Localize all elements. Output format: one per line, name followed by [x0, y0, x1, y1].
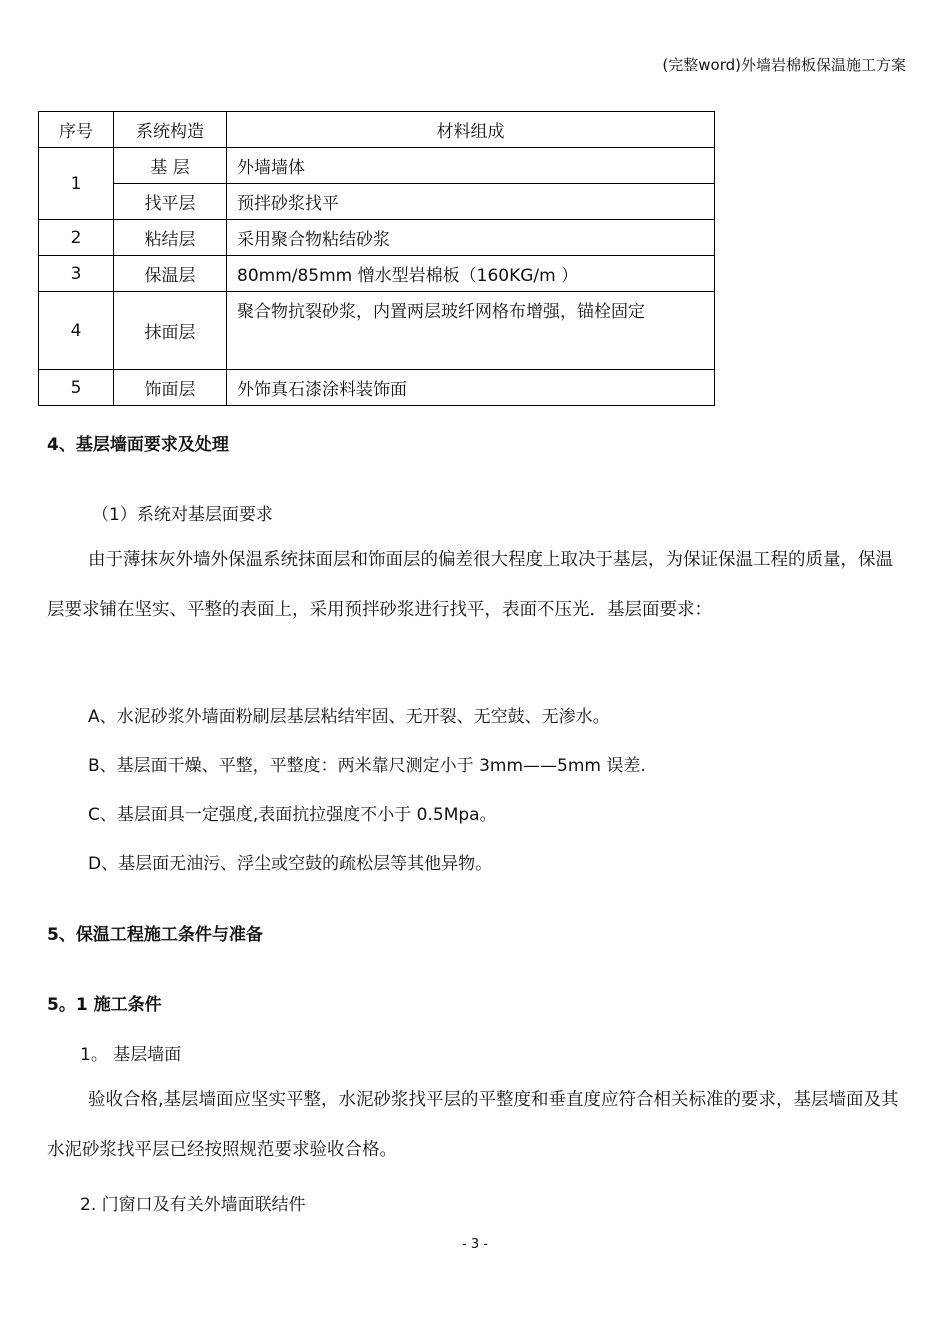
header-material: 材料组成: [227, 112, 715, 148]
row-layer: 饰面层: [114, 370, 227, 406]
section-4-paragraph: 由于薄抹灰外墙外保温系统抹面层和饰面层的偏差很大程度上取决于基层，为保证保温工程的质量，保温层要求铺在坚实、平整的表面上，采用预拌砂浆进行找平，表面不压光．基层面要求：: [47, 550, 893, 620]
row-layer: 抹面层: [114, 292, 227, 370]
table-row: [39, 292, 715, 370]
section-5-1-heading: 5。1 施工条件: [47, 995, 162, 1015]
header-layer: 系统构造: [114, 112, 227, 148]
section-4-subheading: （1）系统对基层面要求: [92, 505, 273, 525]
document-header: (完整word)外墙岩棉板保温施工方案: [662, 56, 906, 74]
requirement-a: A、水泥砂浆外墙面粉刷层基层粘结牢固、无开裂、无空鼓、无渗水。: [88, 707, 610, 727]
row-number: 1: [39, 148, 114, 220]
table-row: [39, 370, 715, 406]
row-layer: 基 层: [114, 148, 227, 184]
row-layer: 找平层: [114, 184, 227, 220]
requirement-c: C、基层面具一定强度,表面抗拉强度不小于 0.5Mpa。: [88, 805, 497, 825]
row-material: 预拌砂浆找平: [227, 184, 715, 220]
table-row: [39, 256, 715, 292]
row-number: 2: [39, 220, 114, 256]
row-number: 5: [39, 370, 114, 406]
section-4-heading: 4、基层墙面要求及处理: [47, 435, 229, 455]
condition-item-2: 2. 门窗口及有关外墙面联结件: [80, 1195, 306, 1215]
table-row: [39, 148, 715, 184]
requirement-b: B、基层面干燥、平整，平整度：两米靠尺测定小于 3mm——5mm 误差.: [88, 756, 646, 776]
row-number: 4: [39, 292, 114, 370]
row-material: 外饰真石漆涂料装饰面: [227, 370, 715, 406]
table-row: [39, 184, 715, 220]
row-material: 80mm/85mm 憎水型岩棉板（160KG/m ）: [227, 256, 715, 292]
condition-item-1: 1。 基层墙面: [80, 1045, 182, 1065]
condition-paragraph: 验收合格,基层墙面应坚实平整，水泥砂浆找平层的平整度和垂直度应符合相关标准的要求，基层墙面及其水泥砂浆找平层已经按照规范要求验收合格。: [47, 1090, 899, 1160]
row-material: 采用聚合物粘结砂浆: [227, 220, 715, 256]
row-layer: 粘结层: [114, 220, 227, 256]
table-header-row: [39, 112, 715, 148]
row-number: 3: [39, 256, 114, 292]
table-row: [39, 220, 715, 256]
header-no: 序号: [39, 112, 114, 148]
system-structure-table: [38, 111, 715, 406]
requirement-d: D、基层面无油污、浮尘或空鼓的疏松层等其他异物。: [88, 854, 493, 874]
row-material: 外墙墙体: [227, 148, 715, 184]
page-number: - 3 -: [462, 1237, 488, 1252]
row-layer: 保温层: [114, 256, 227, 292]
row-material: 聚合物抗裂砂浆，内置两层玻纤网格布增强，锚栓固定: [227, 292, 715, 370]
section-5-heading: 5、保温工程施工条件与准备: [47, 925, 263, 945]
